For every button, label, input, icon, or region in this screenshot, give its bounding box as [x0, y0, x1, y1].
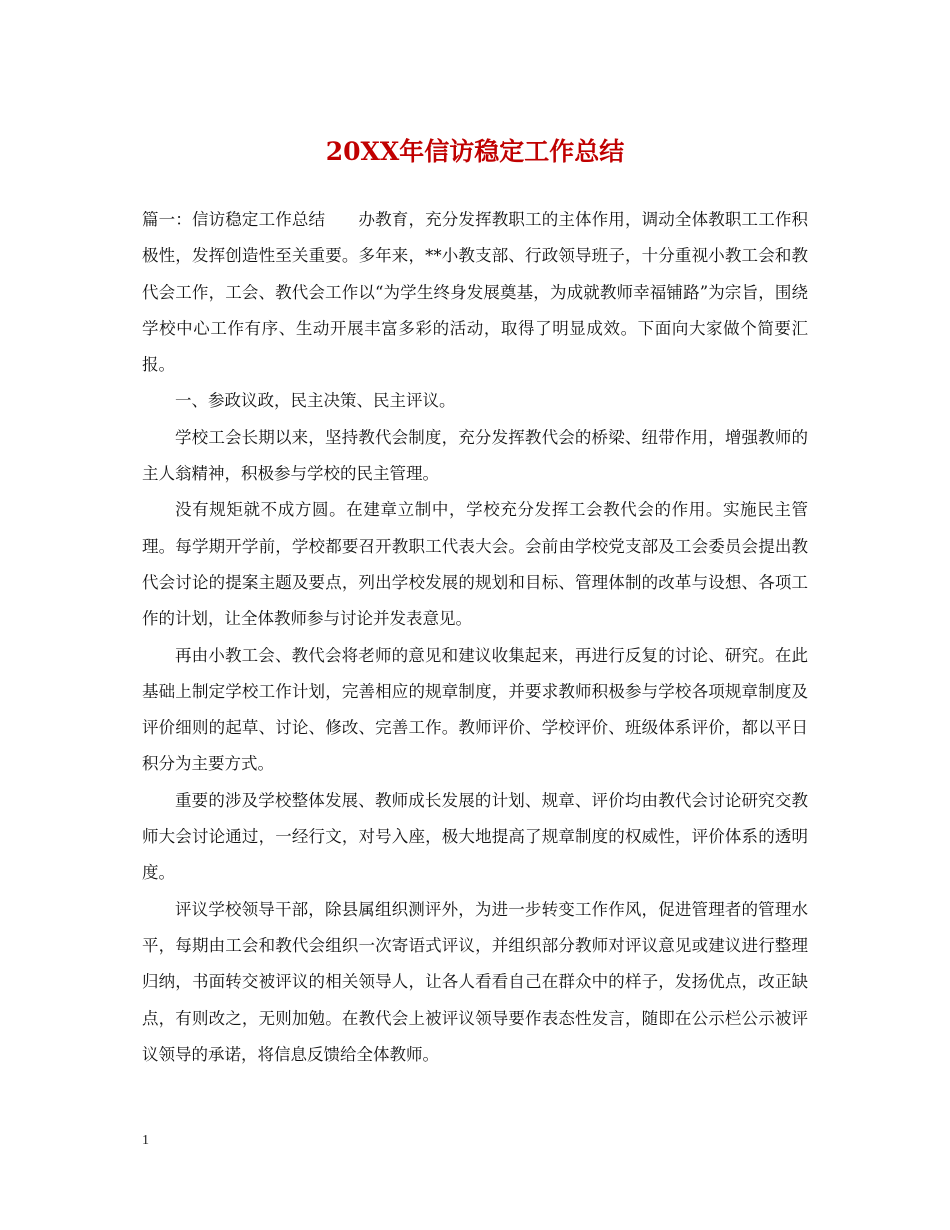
paragraph-intro: 篇一：信访稳定工作总结 办教育，充分发挥教职工的主体作用，调动全体教职工工作积极性，发挥创造性至关重要。多年来，**小教支部、行政领导班子，十分重视小教工会和教代会工作，工会、教代会工作以“为学生终身发展奠基，为成就教师幸福铺路”为宗旨，围绕学校中心工作有序、生动开展丰富多彩的活动，取得了明显成效。下面向大家做个简要汇报。	[142, 210, 808, 375]
section-heading-1: 一、参政议政，民主决策、民主评议。	[175, 391, 456, 411]
document-body	[142, 202, 808, 1073]
paragraph: 学校工会长期以来，坚持教代会制度，充分发挥教代会的桥梁、纽带作用，增强教师的主人翁精神，积极参与学校的民主管理。	[142, 427, 808, 484]
paragraph: 重要的涉及学校整体发展、教师成长发展的计划、规章、评价均由教代会讨论研究交教师大会讨论通过，一经行文，对号入座，极大地提高了规章制度的权威性，评价体系的透明度。	[142, 790, 808, 883]
page-number: 1	[142, 1133, 149, 1148]
paragraph: 评议学校领导干部，除县属组织测评外，为进一步转变工作作风，促进管理者的管理水平，每期由工会和教代会组织一次寄语式评议，并组织部分教师对评议意见或建议进行整理归纳，书面转交被评议的相关领导人，让各人看看自己在群众中的样子，发扬优点，改正缺点，有则改之，无则加勉。在教代会上被评议领导要作表态性发言，随即在公示栏公示被评议领导的承诺，将信息反馈给全体教师。	[142, 899, 808, 1064]
paragraph: 再由小教工会、教代会将老师的意见和建议收集起来，再进行反复的讨论、研究。在此基础上制定学校工作计划，完善相应的规章制度，并要求教师积极参与学校各项规章制度及评价细则的起草、讨论、修改、完善工作。教师评价、学校评价、班级体系评价，都以平日积分为主要方式。	[142, 645, 808, 774]
paragraph: 没有规矩就不成方圆。在建章立制中，学校充分发挥工会教代会的作用。实施民主管理。每学期开学前，学校都要召开教职工代表大会。会前由学校党支部及工会委员会提出教代会讨论的提案主题及要点，列出学校发展的规划和目标、管理体制的改革与设想、各项工作的计划，让全体教师参与讨论并发表意见。	[142, 500, 808, 629]
document-title: 20XX年信访稳定工作总结	[325, 137, 625, 166]
